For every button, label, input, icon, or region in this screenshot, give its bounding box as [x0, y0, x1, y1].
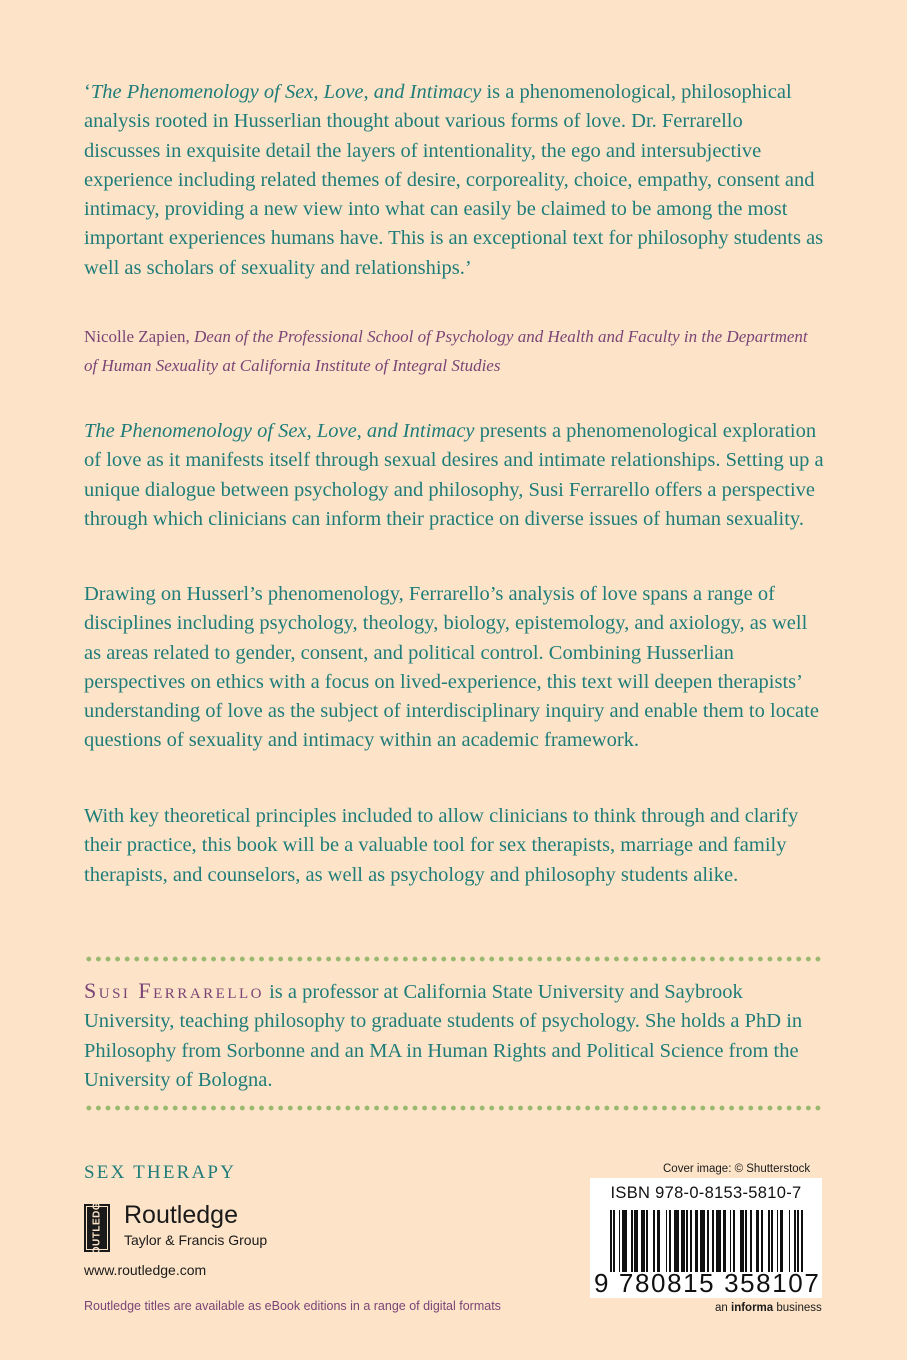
- cover-image-credit: Cover image: © Shutterstock: [663, 1163, 811, 1175]
- dotted-divider-top: [84, 956, 824, 962]
- publisher-website: www.routledge.com: [84, 1262, 207, 1278]
- informa-prefix: an: [715, 1302, 731, 1314]
- endorser-name: Nicolle Zapien,: [84, 327, 190, 346]
- description-paragraph-1: [84, 417, 824, 534]
- quote-book-title: The Phenomenology of Sex, Love, and Intimacy: [90, 81, 482, 103]
- endorsement-quote: [84, 78, 824, 283]
- endorser-role: Dean of the Professional School of Psychology and Health and Faculty in the Department of Human Sexuality at California Institute of Integral Studies: [84, 327, 808, 375]
- publisher-logo: [84, 1194, 284, 1262]
- author-bio-text: is a professor at California State University and Saybrook University, teaching philosophy to graduate students of psychology. She holds a PhD in Philosophy from Sorbonne and an MA in Human Rights and Political Science from the University of Bologna.: [84, 981, 803, 1091]
- endorsement-attribution: [84, 322, 824, 380]
- routledge-logo-mark-icon: [84, 1194, 110, 1262]
- publisher-name: Routledge: [124, 1201, 238, 1229]
- logo-mark-text: ROUTLEDGE: [91, 1194, 103, 1262]
- quote-body: is a phenomenological, philosophical analysis rooted in Husserlian thought about various forms of love. Dr. Ferrarello discusses in exquisite detail the layers of intentionality, the ego and intersubjective experience including related themes of desire, corporeality, choice, empathy, consent and intimacy, providing a new view into what can easily be claimed to be among the most important experiences humans have. This is an exceptional text for philosophy students as well as scholars of sexuality and relationships.’: [84, 81, 824, 279]
- informa-name: informa: [731, 1302, 774, 1314]
- informa-business-tag: [715, 1302, 822, 1314]
- description-paragraph-2: Drawing on Husserl’s phenomenology, Ferrarello’s analysis of love spans a range of disciplines including psychology, theology, biology, epistemology, and axiology, as well as areas related to gender, consent, and political control. Combining Husserlian perspectives on ethics with a focus on lived-experience, this text will deepen therapists’ understanding of love as the subject of interdisciplinary inquiry and enable them to locate questions of sexuality and intimacy within an academic framework.: [84, 583, 819, 752]
- isbn-label: ISBN 978-0-8153-5810-7: [610, 1184, 802, 1202]
- author-name: Susi Ferrarello: [84, 978, 264, 1003]
- isbn-barcode: [590, 1178, 822, 1298]
- series-name: SEX THERAPY: [84, 1162, 237, 1183]
- description-paragraph-3: With key theoretical principles included to allow clinicians to think through and clarify their practice, this book will be a valuable tool for sex therapists, marriage and family therapists, and counselors, as well as psychology and philosophy students alike.: [84, 805, 799, 886]
- description-book-title: The Phenomenology of Sex, Love, and Intimacy: [84, 420, 475, 442]
- quote-open-mark: ‘: [84, 81, 91, 103]
- author-bio: [84, 976, 824, 1095]
- ebook-note: Routledge titles are available as eBook editions in a range of digital formats: [84, 1299, 501, 1313]
- informa-suffix: business: [773, 1302, 822, 1314]
- publisher-group: Taylor & Francis Group: [124, 1232, 268, 1248]
- description-p1-body: presents a phenomenological exploration of love as it manifests itself through sexual desires and intimate relationships. Setting up a unique dialogue between psychology and philosophy, Susi Ferrarello offers a perspective through which clinicians can inform their practice on diverse issues of human sexuality.: [84, 420, 824, 530]
- barcode-bars: [610, 1210, 806, 1272]
- barcode-digits: 9 780815 358107: [594, 1268, 821, 1298]
- dotted-divider-bottom: [84, 1105, 824, 1111]
